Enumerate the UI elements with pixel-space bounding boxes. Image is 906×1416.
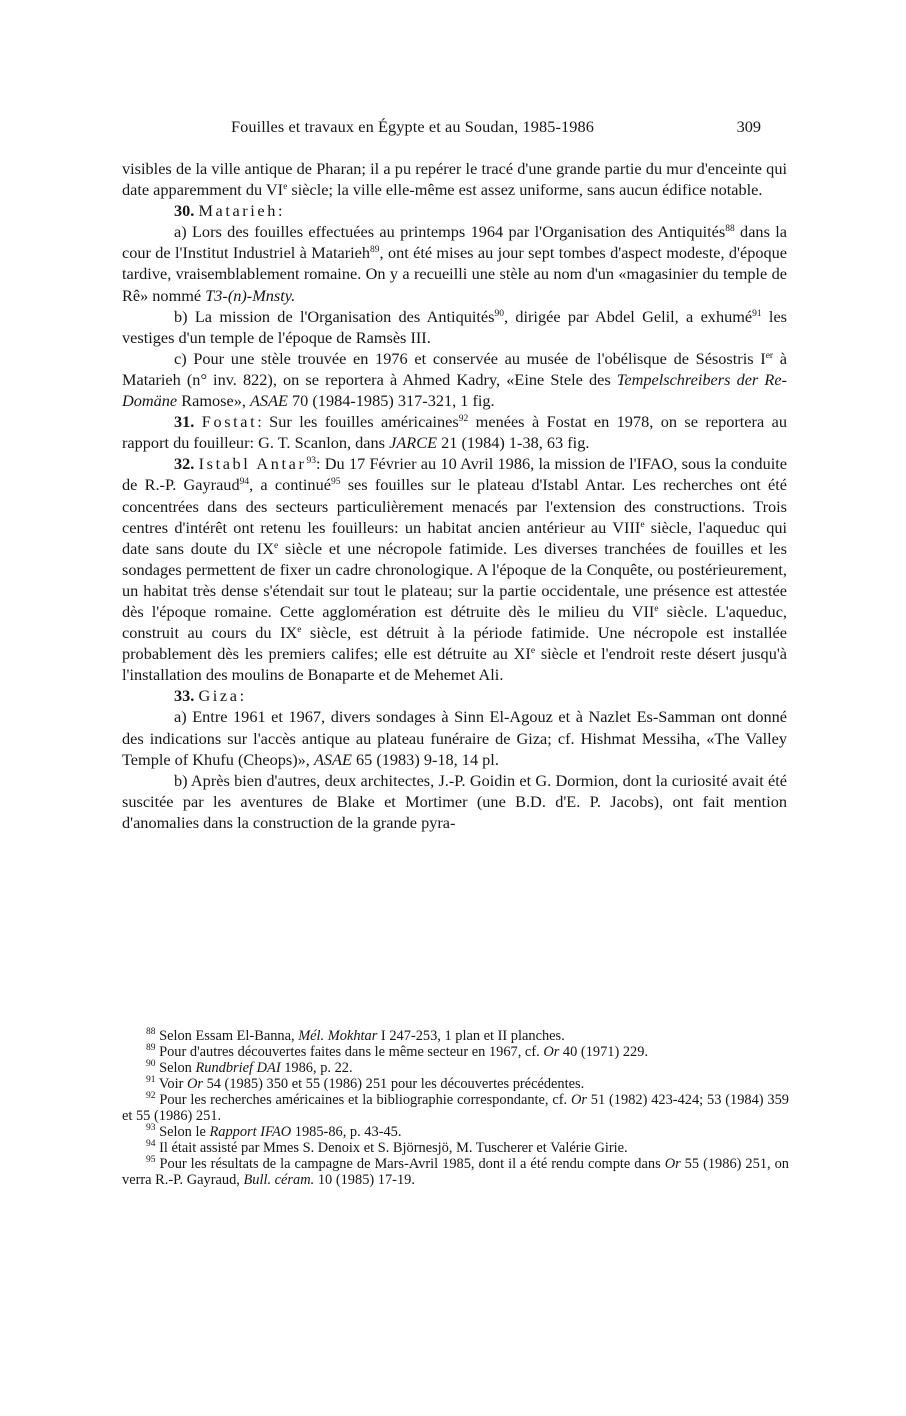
section-33b: b) Après bien d'autres, deux architectes, J.-P. Goidin et G. Dormion, dont la curiosité avait été suscitée par les aventures de Blake et Mortimer (une B.D. d'E. P. Jacobs), ont fait mention d'anomalies dans la construction de la grande pyra- bbox=[122, 770, 787, 832]
footnote-ref[interactable]: 88 bbox=[725, 224, 735, 235]
footnote-ref[interactable]: 89 bbox=[370, 245, 380, 256]
section-30b: b) La mission de l'Organisation des Antiquités$^{90}$, dirigée par Abdel Gelil, a exhumé$^{91}$ les vestiges d'un temple de l'époque de Ramsès III. bbox=[122, 306, 788, 347]
footnote-ref[interactable]: 93 bbox=[306, 456, 316, 467]
footnote-ref[interactable]: 95 bbox=[330, 477, 341, 488]
footnote-93: $^{93}$ Selon le Rapport IFAO 1985-86, p. 43-45. bbox=[146, 1123, 402, 1140]
footnote-94: $^{94}$ Il était assisté par Mmes S. Denoix et S. Björnesjö, M. Tuscherer et Valérie Girie. bbox=[146, 1139, 628, 1156]
section-30a: a) Lors des fouilles effectuées au printemps 1964 par l'Organisation des Antiquités$^{88}$ dans la cour de l'Institut Industriel à Matarieh$^{89}$, ont été mises au jour sept tombes d'aspect modeste, d'époque tardive, vraisemblablement romaine. On y a recueilli une stèle au nom d'un «magasinier du temple de Rê» nommé T3-(n)-Mnsty. bbox=[122, 222, 787, 305]
section-31: 31. Fostat: Sur les fouilles américaines$^{92}$ menées à Fostat en 1978, on se reportera au rapport du fouilleur: G. T. Scanlon, dans JARCE 21 (1984) 1-38, 63 fig. bbox=[122, 412, 787, 453]
running-title: Fouilles et travaux en Égypte et au Soudan, 1985-1986 bbox=[231, 117, 594, 136]
footnote-88: $^{88}$ Selon Essam El-Banna, Mél. Mokhtar I 247-253, 1 plan et II planches. bbox=[146, 1027, 565, 1044]
footnote-90: $^{90}$ Selon Rundbrief DAI 1986, p. 22. bbox=[146, 1059, 353, 1076]
section-32: 32. Istabl Antar$^{93}$: Du 17 Février au 10 Avril 1986, la mission de l'IFAO, sous la conduite de R.-P. Gayraud$^{94}$, a continué$^{95}$ ses fouilles sur le plateau d'Istabl Antar. Les recherches ont été concentrées dans des secteurs particulièrement menacés par l'extension des constructions. Trois centres d'intérêt ont retenu les fouilleurs: un habitat ancien antérieur au VIIIe siècle, l'aqueduc qui date sans doute du IXe siècle et une nécropole fatimide. Les diverses tranchées de fouilles et les sondages permettent de fixer un cadre chronologique. A l'époque de la Conquête, ou postérieurement, un habitat très dense s'étendait sur tout le plateau; sur la partie occidentale, une présence est attestée dès l'époque romaine. Cette agglomération est détruite dès le milieu du VIIe siècle. L'aqueduc, construit au cours du IXe siècle, est détruit à la période fatimide. Une nécropole est installée probablement dès les premiers califes; elle est détruite au XIe siècle et l'endroit reste désert jusqu'à l'installation des moulins de Bonaparte et de Mehemet Ali. bbox=[122, 454, 788, 685]
footnotes bbox=[122, 1028, 789, 1188]
running-header bbox=[231, 117, 761, 139]
section-30-heading: 30. Matarieh: bbox=[174, 201, 286, 221]
section-30c: c) Pour une stèle trouvée en 1976 et conservée au musée de l'obélisque de Sésostris Ier à Matarieh (n° inv. 822), on se reportera à Ahmed Kadry, «Eine Stele des Tempelschreibers der Re-Domäne Ramose», ASAE 70 (1984-1985) 317-321, 1 fig. bbox=[122, 348, 788, 411]
footnote-95: $^{95}$ Pour les résultats de la campagne de Mars-Avril 1985, dont il a été rendu compte dans Or 55 (1986) 251, on verra R.-P. Gayraud, Bull. céram. 10 (1985) 17-19. bbox=[122, 1155, 789, 1188]
section-33a: a) Entre 1961 et 1967, divers sondages à Sinn El-Agouz et à Nazlet Es-Samman ont donné des indications sur l'accès antique au plateau funéraire de Giza; cf. Hishmat Messiha, «The Valley Temple of Khufu (Cheops)», ASAE 65 (1983) 9-18, 14 pl. bbox=[122, 707, 787, 769]
footnote-89: $^{89}$ Pour d'autres découvertes faites dans le même secteur en 1967, cf. Or 40 (1971) 229. bbox=[146, 1043, 649, 1060]
footnote-91: $^{91}$ Voir Or 54 (1985) 350 et 55 (1986) 251 pour les découvertes précédentes. bbox=[146, 1075, 585, 1092]
footnote-ref[interactable]: 90 bbox=[494, 308, 504, 319]
body-text bbox=[122, 158, 787, 833]
footnote-92: $^{92}$ Pour les recherches américaines et la bibliographie correspondante, cf. Or 51 (1982) 423-424; 53 (1984) 359 et 55 (1986) 251. bbox=[122, 1091, 789, 1124]
footnote-ref[interactable]: 94 bbox=[239, 477, 250, 488]
section-33-heading: 33. Giza: bbox=[174, 686, 247, 706]
footnote-ref[interactable]: 92 bbox=[458, 414, 469, 425]
paragraph-intro: visibles de la ville antique de Pharan; il a pu repérer le tracé d'une grande partie du mur d'enceinte qui date apparemment du VIe siècle; la ville elle-même est assez uniforme, sans aucun édifice notable. bbox=[122, 159, 787, 200]
page-number: 309 bbox=[736, 117, 761, 136]
footnote-ref[interactable]: 91 bbox=[752, 308, 762, 319]
